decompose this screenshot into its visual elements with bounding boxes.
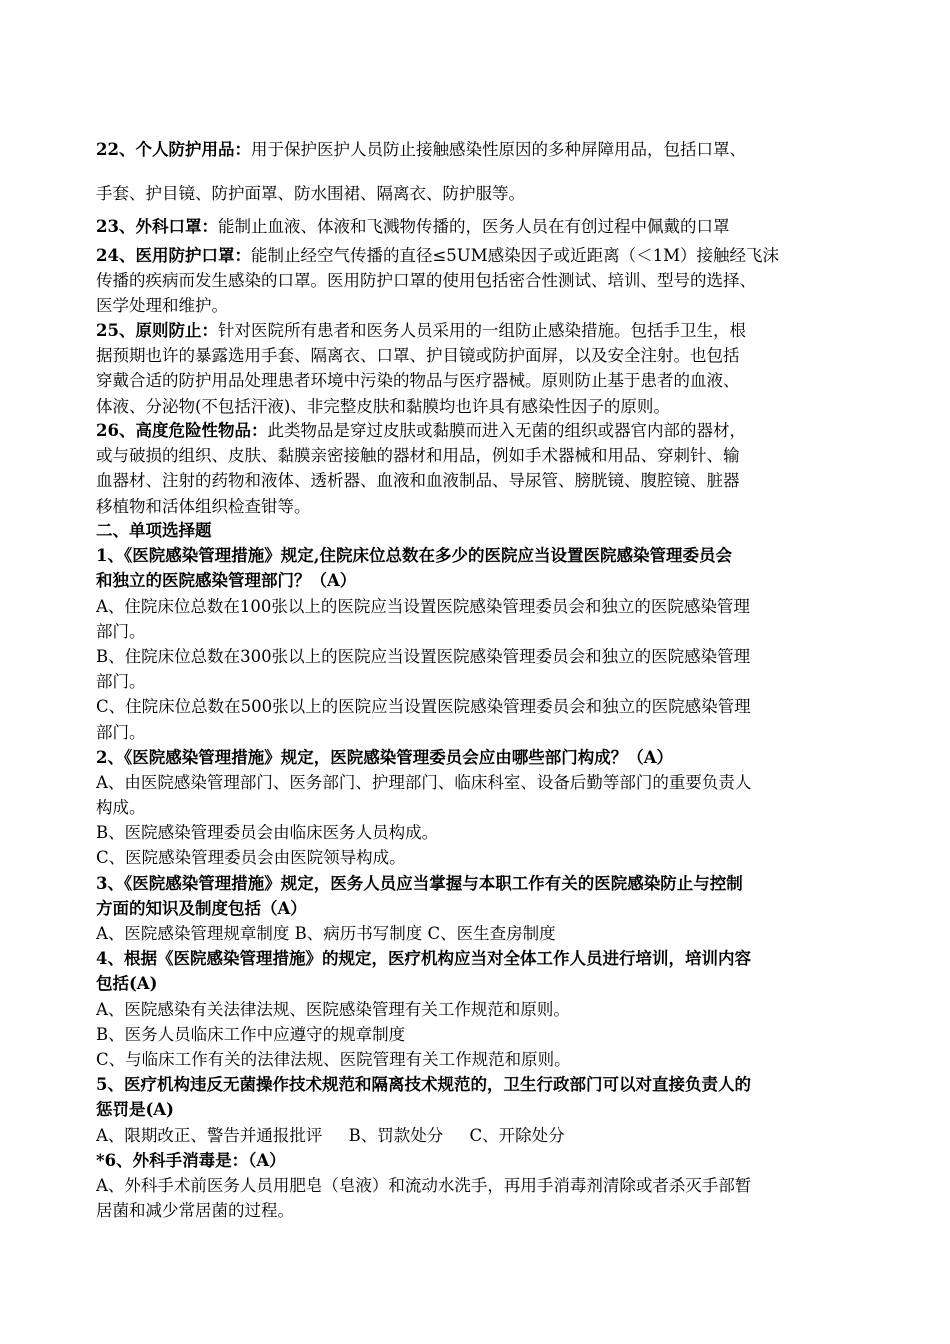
question-4 (96, 946, 858, 1072)
question-text: 方面的知识及制度包括（A） (96, 898, 307, 918)
definition-text: 针对医院所有患者和医务人员采用的一组防止感染措施。包括手卫生，根 (217, 321, 746, 340)
definition-term: 22、个人防护用品： (96, 140, 251, 159)
option-b: B、医务人员临床工作中应遵守的规章制度 (96, 1024, 406, 1044)
single-choice-section (96, 518, 858, 1223)
definition-term: 23、外科口罩： (96, 217, 218, 236)
option-a: A、住院床位总数在100张以上的医院应当设置医院感染管理委员会和独立的医院感染管理 (96, 596, 750, 616)
option-b: B、医院感染管理委员会由临床医务人员构成。 (96, 823, 439, 843)
definition-text: 能制止血液、体液和飞溅物传播的，医务人员在有创过程中佩戴的口罩 (217, 217, 730, 236)
option-a: 部门。 (96, 621, 146, 641)
question-text: 5、医疗机构违反无菌操作技术规范和隔离技术规范的，卫生行政部门可以对直接负责人的 (96, 1075, 751, 1095)
question-text: 2、《医院感染管理措施》规定，医院感染管理委员会应由哪些部门构成？（A） (96, 747, 674, 767)
definition-text: 传播的疾病而发生感染的口罩。医用防护口罩的使用包括密合性测试、培训、型号的选择、 (96, 271, 756, 291)
definition-term: 26、高度危险性物品： (96, 421, 268, 440)
section-title: 二、单项选择题 (96, 521, 212, 540)
definition-22 (96, 128, 858, 216)
question-6 (96, 1148, 858, 1224)
option-a: 构成。 (96, 798, 146, 818)
option-a: A、由医院感染管理部门、医务部门、护理部门、临床科室、设备后勤等部门的重要负责人 (96, 772, 752, 792)
definition-text: 移植物和活体组织检查钳等。 (96, 496, 311, 516)
question-text: 3、《医院感染管理措施》规定，医务人员应当掌握与本职工作有关的医院感染防止与控制 (96, 873, 743, 893)
question-text: 4、根据《医院感染管理措施》的规定，医疗机构应当对全体工作人员进行培训，培训内容 (96, 949, 751, 969)
definition-text: 穿戴合适的防护用品处理患者环境中污染的物品与医疗器械。原则防止基于患者的血液、 (96, 371, 740, 391)
option-a: A、外科手术前医务人员用肥皂（皂液）和流动水洗手，再用手消毒剂清除或者杀灭手部暂 (96, 1175, 752, 1195)
question-5 (96, 1072, 858, 1148)
question-text: 和独立的医院感染管理部门？（A） (96, 571, 357, 591)
question-text: *6、外科手消毒是：（A） (96, 1150, 286, 1170)
option-b: 部门。 (96, 672, 146, 692)
definition-24 (96, 243, 858, 319)
question-2 (96, 745, 858, 871)
definition-23 (96, 214, 858, 239)
question-text: 1、《医院感染管理措施》规定,住院床位总数在多少的医院应当设置医院感染管理委员会 (96, 546, 732, 566)
options-line: A、医院感染管理规章制度 B、病历书写制度 C、医生查房制度 (96, 924, 556, 943)
definition-25 (96, 318, 858, 419)
definition-text: 体液、分泌物(不包括汗液)、非完整皮肤和黏膜均也许具有感染性因子的原则。 (96, 396, 670, 416)
definition-text: 能制止经空气传播的直径≤5UM感染因子或近距离（＜1M）接触经飞沫 (250, 246, 779, 265)
definition-text: 此类物品是穿过皮肤或黏膜而进入无菌的组织或器官内部的器材， (267, 421, 746, 440)
definition-term: 25、原则防止： (96, 321, 218, 340)
definition-term: 24、医用防护口罩： (96, 246, 251, 265)
question-1 (96, 543, 858, 745)
definition-text: 用于保护医护人员防止接触感染性原因的多种屏障用品，包括口罩、 (250, 140, 746, 159)
question-text: 包括(A) (96, 974, 158, 994)
definition-text: 血器材、注射的药物和液体、透析器、血液和血液制品、导尿管、膀胱镜、腹腔镜、脏器 (96, 471, 740, 491)
option-c: 部门。 (96, 722, 146, 742)
option-a: 居菌和减少常居菌的过程。 (96, 1201, 294, 1221)
option-c: C、医院感染管理委员会由医院领导构成。 (96, 848, 406, 868)
question-3 (96, 871, 858, 947)
option-c: C、与临床工作有关的法律法规、医院管理有关工作规范和原则。 (96, 1049, 571, 1069)
definition-text: 手套、护目镜、防护面罩、防水围裙、隔离衣、防护服等。 (96, 184, 525, 203)
definition-text: 或与破损的组织、皮肤、黏膜亲密接触的器材和用品，例如手术器械和用品、穿刺针、输 (96, 446, 740, 466)
option-b: B、住院床位总数在300张以上的医院应当设置医院感染管理委员会和独立的医院感染管理 (96, 646, 751, 666)
options-line: A、限期改正、警告并通报批评 B、罚款处分 C、开除处分 (96, 1125, 565, 1145)
option-c: C、住院床位总数在500张以上的医院应当设置医院感染管理委员会和独立的医院感染管理 (96, 697, 751, 717)
question-text: 惩罚是(A) (96, 1100, 174, 1120)
definition-26 (96, 418, 858, 519)
definition-text: 据预期也许的暴露选用手套、隔离衣、口罩、护目镜或防护面屏，以及安全注射。也包括 (96, 346, 740, 366)
option-a: A、医院感染有关法律法规、医院感染管理有关工作规范和原则。 (96, 999, 570, 1019)
definition-text: 医学处理和维护。 (96, 296, 228, 316)
